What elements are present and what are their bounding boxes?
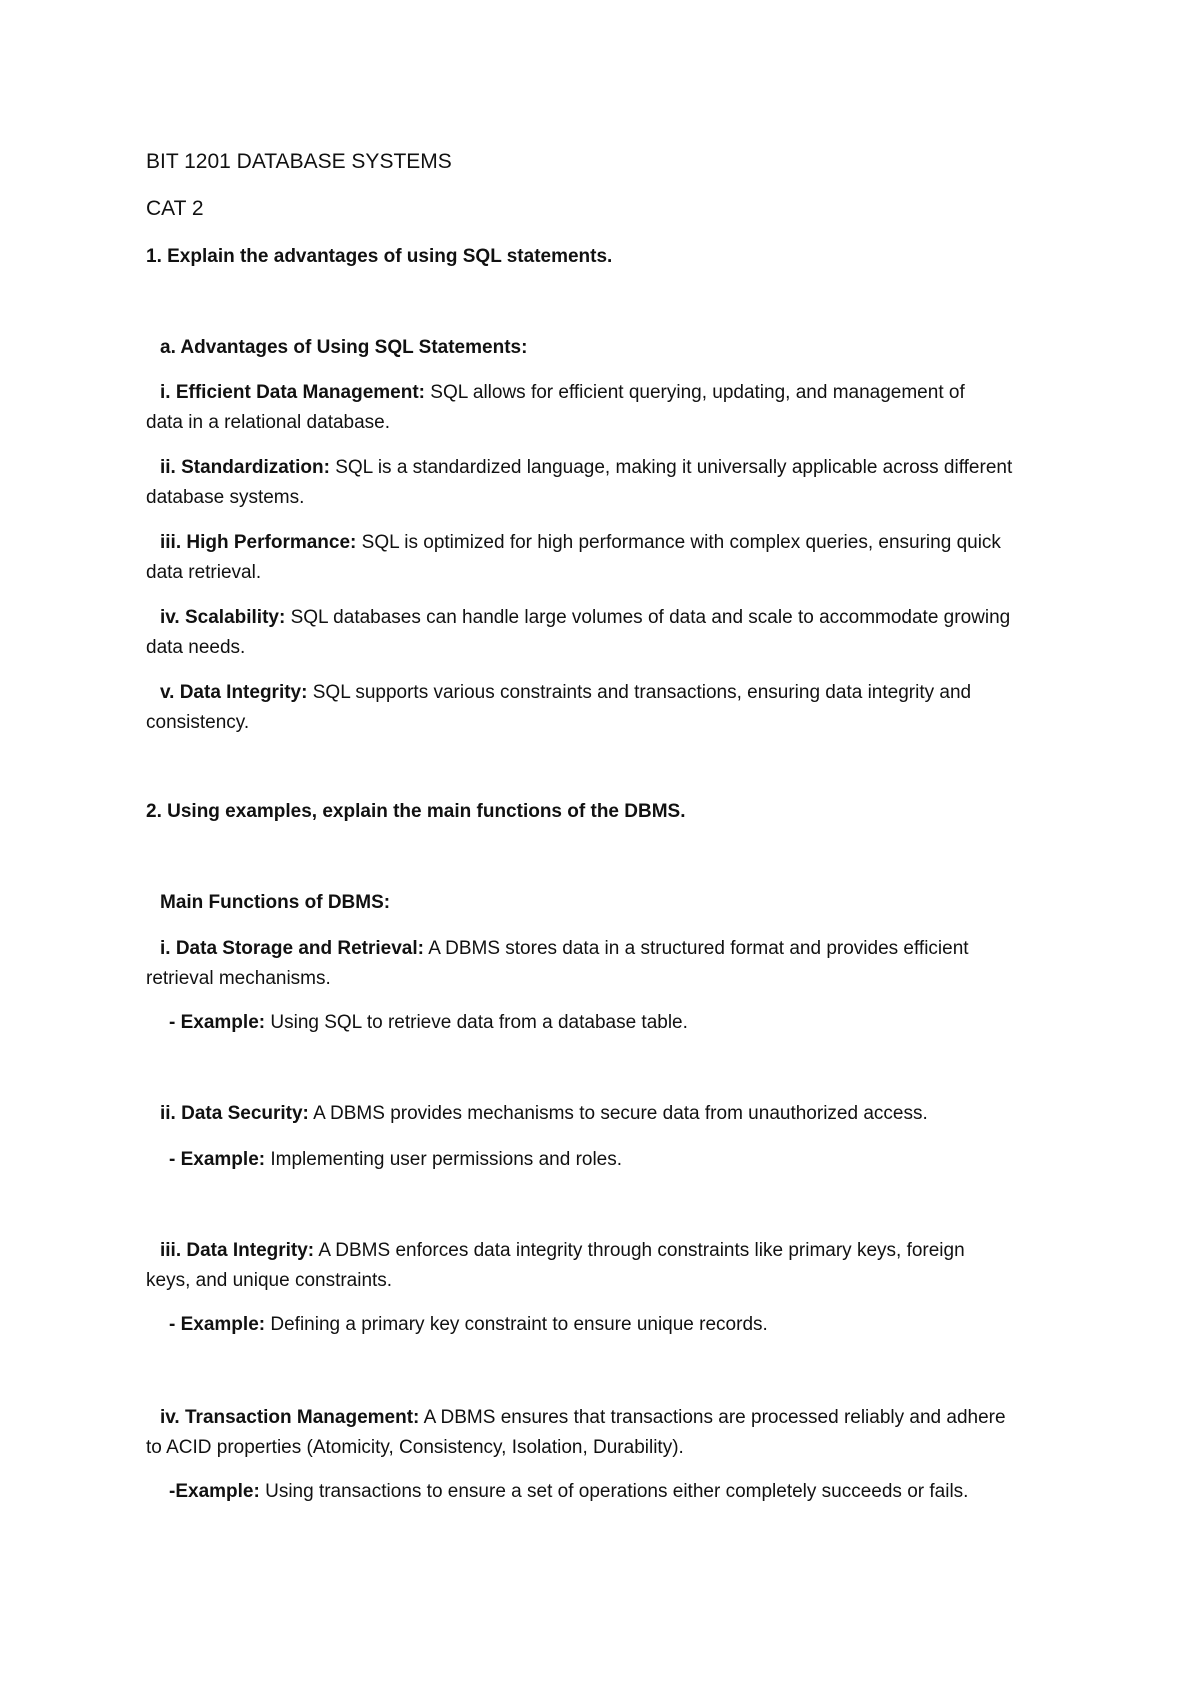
q1-item-3-label: iii. High Performance: bbox=[160, 532, 357, 553]
q1-item-5-label: v. Data Integrity: bbox=[160, 682, 308, 703]
course-title: BIT 1201 DATABASE SYSTEMS bbox=[146, 150, 452, 173]
q2-function-1-example-label: - Example: bbox=[169, 1012, 266, 1033]
q2-function-3-text: A DBMS enforces data integrity through constraints like primary keys, foreign bbox=[314, 1240, 965, 1261]
q1-item-2-line1 bbox=[160, 453, 1090, 483]
q2-function-4-line2: to ACID properties (Atomicity, Consistency, Isolation, Durability). bbox=[146, 1437, 684, 1458]
q1-item-3-line1 bbox=[160, 528, 1090, 558]
q2-function-3-label: iii. Data Integrity: bbox=[160, 1240, 315, 1261]
q2-function-3-example bbox=[169, 1310, 1099, 1340]
q1-item-4-text: SQL databases can handle large volumes of data and scale to accommodate growing bbox=[285, 607, 1011, 628]
q1-item-4-line1 bbox=[160, 603, 1090, 633]
assessment-title: CAT 2 bbox=[146, 197, 204, 220]
q2-function-4-example-text: Using transactions to ensure a set of operations either completely succeeds or fails. bbox=[259, 1481, 969, 1502]
q1-item-5-line1 bbox=[160, 678, 1090, 708]
q2-function-2-line1 bbox=[160, 1099, 1090, 1129]
q1-item-3-text: SQL is optimized for high performance with complex queries, ensuring quick bbox=[356, 532, 1001, 553]
q2-function-2-example bbox=[169, 1145, 1099, 1175]
q2-function-4-line1 bbox=[160, 1403, 1090, 1433]
q2-function-1-label: i. Data Storage and Retrieval: bbox=[160, 938, 424, 959]
q2-function-1-example bbox=[169, 1008, 1099, 1038]
q2-function-1-text: A DBMS stores data in a structured format and provides efficient bbox=[423, 938, 969, 959]
q2-function-2-label: ii. Data Security: bbox=[160, 1103, 309, 1124]
q2-function-4-text: A DBMS ensures that transactions are processed reliably and adhere bbox=[419, 1407, 1006, 1428]
question-2-section-heading: Main Functions of DBMS: bbox=[160, 892, 391, 913]
q2-function-3-example-text: Defining a primary key constraint to ensure unique records. bbox=[265, 1314, 768, 1335]
question-2-prompt: 2. Using examples, explain the main functions of the DBMS. bbox=[146, 801, 686, 822]
q2-function-4-label: iv. Transaction Management: bbox=[160, 1407, 420, 1428]
q1-item-4-label: iv. Scalability: bbox=[160, 607, 286, 628]
q2-function-4-example bbox=[169, 1477, 1099, 1507]
question-1-section-heading: a. Advantages of Using SQL Statements: bbox=[160, 337, 528, 358]
q2-function-1-example-text: Using SQL to retrieve data from a database table. bbox=[265, 1012, 688, 1033]
q1-item-3-line2: data retrieval. bbox=[146, 562, 262, 583]
q2-function-2-example-label: - Example: bbox=[169, 1149, 266, 1170]
q2-function-1-line2: retrieval mechanisms. bbox=[146, 968, 331, 989]
q2-function-2-text: A DBMS provides mechanisms to secure data from unauthorized access. bbox=[308, 1103, 928, 1124]
q1-item-4-line2: data needs. bbox=[146, 637, 246, 658]
q1-item-5-line2: consistency. bbox=[146, 712, 250, 733]
q1-item-2-text: SQL is a standardized language, making it universally applicable across different bbox=[329, 457, 1013, 478]
q2-function-2-example-text: Implementing user permissions and roles. bbox=[265, 1149, 623, 1170]
q2-function-4-example-label: -Example: bbox=[169, 1481, 260, 1502]
q1-item-2-line2: database systems. bbox=[146, 487, 305, 508]
q1-item-2-label: ii. Standardization: bbox=[160, 457, 330, 478]
q2-function-3-line2: keys, and unique constraints. bbox=[146, 1270, 393, 1291]
question-1-prompt: 1. Explain the advantages of using SQL statements. bbox=[146, 246, 613, 267]
q1-item-1-text: SQL allows for efficient querying, updating, and management of bbox=[425, 382, 965, 403]
q1-item-1-line1 bbox=[160, 378, 1090, 408]
q2-function-3-line1 bbox=[160, 1236, 1090, 1266]
q1-item-1-label: i. Efficient Data Management: bbox=[160, 382, 425, 403]
q1-item-5-text: SQL supports various constraints and transactions, ensuring data integrity and bbox=[307, 682, 972, 703]
q1-item-1-line2: data in a relational database. bbox=[146, 412, 391, 433]
q2-function-3-example-label: - Example: bbox=[169, 1314, 266, 1335]
q2-function-1-line1 bbox=[160, 934, 1090, 964]
